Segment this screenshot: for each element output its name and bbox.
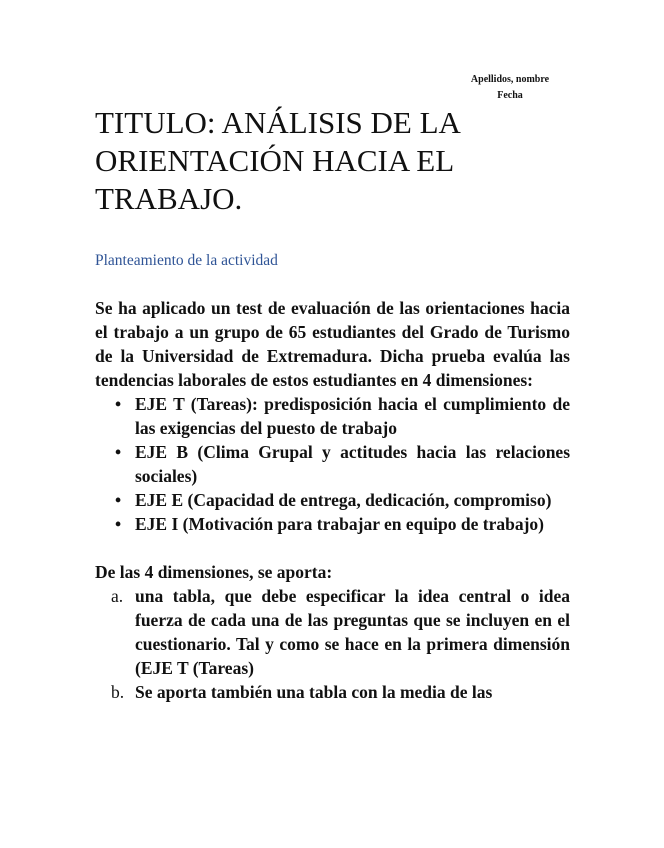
list-item: • EJE T (Tareas): predisposición hacia el cumplimiento de las exigencias del puesto de trabajo	[135, 392, 570, 440]
page-title: TITULO: ANÁLISIS DE LA ORIENTACIÓN HACIA EL TRABAJO.	[95, 105, 460, 216]
dimension-list	[95, 392, 570, 536]
provided-list	[95, 584, 570, 704]
second-paragraph: De las 4 dimensiones, se aporta:	[95, 562, 333, 582]
intro-paragraph: Se ha aplicado un test de evaluación de las orientaciones hacia el trabajo a un grupo de 65 estudiantes del Grado de Turismo de la Universidad de Extremadura. Dicha prueba evalúa las tendencias laborales de estos estudiantes en 4 dimensiones:	[95, 298, 570, 390]
list-item: • EJE I (Motivación para trabajar en equipo de trabajo)	[135, 512, 570, 536]
header-name: Apellidos, nombre	[470, 74, 550, 85]
list-item-text: Se aporta también una tabla con la media de las	[135, 682, 493, 702]
list-marker: a.	[111, 586, 124, 606]
list-item	[111, 680, 570, 704]
header-date: Fecha	[497, 90, 523, 101]
list-item-text: una tabla, que debe especificar la idea central o idea fuerza de cada una de las preguntas que se incluyen en el cuestionario. Tal y como se hace en la primera dimensión (EJE T (Tareas)	[135, 586, 570, 678]
list-marker: b.	[111, 682, 125, 702]
list-item	[111, 584, 570, 680]
list-item: • EJE E (Capacidad de entrega, dedicación, compromiso)	[135, 488, 570, 512]
header-block	[430, 72, 590, 104]
list-item: • EJE B (Clima Grupal y actitudes hacia las relaciones sociales)	[135, 440, 570, 488]
body-text	[95, 296, 570, 704]
section-heading: Planteamiento de la actividad	[95, 252, 278, 269]
